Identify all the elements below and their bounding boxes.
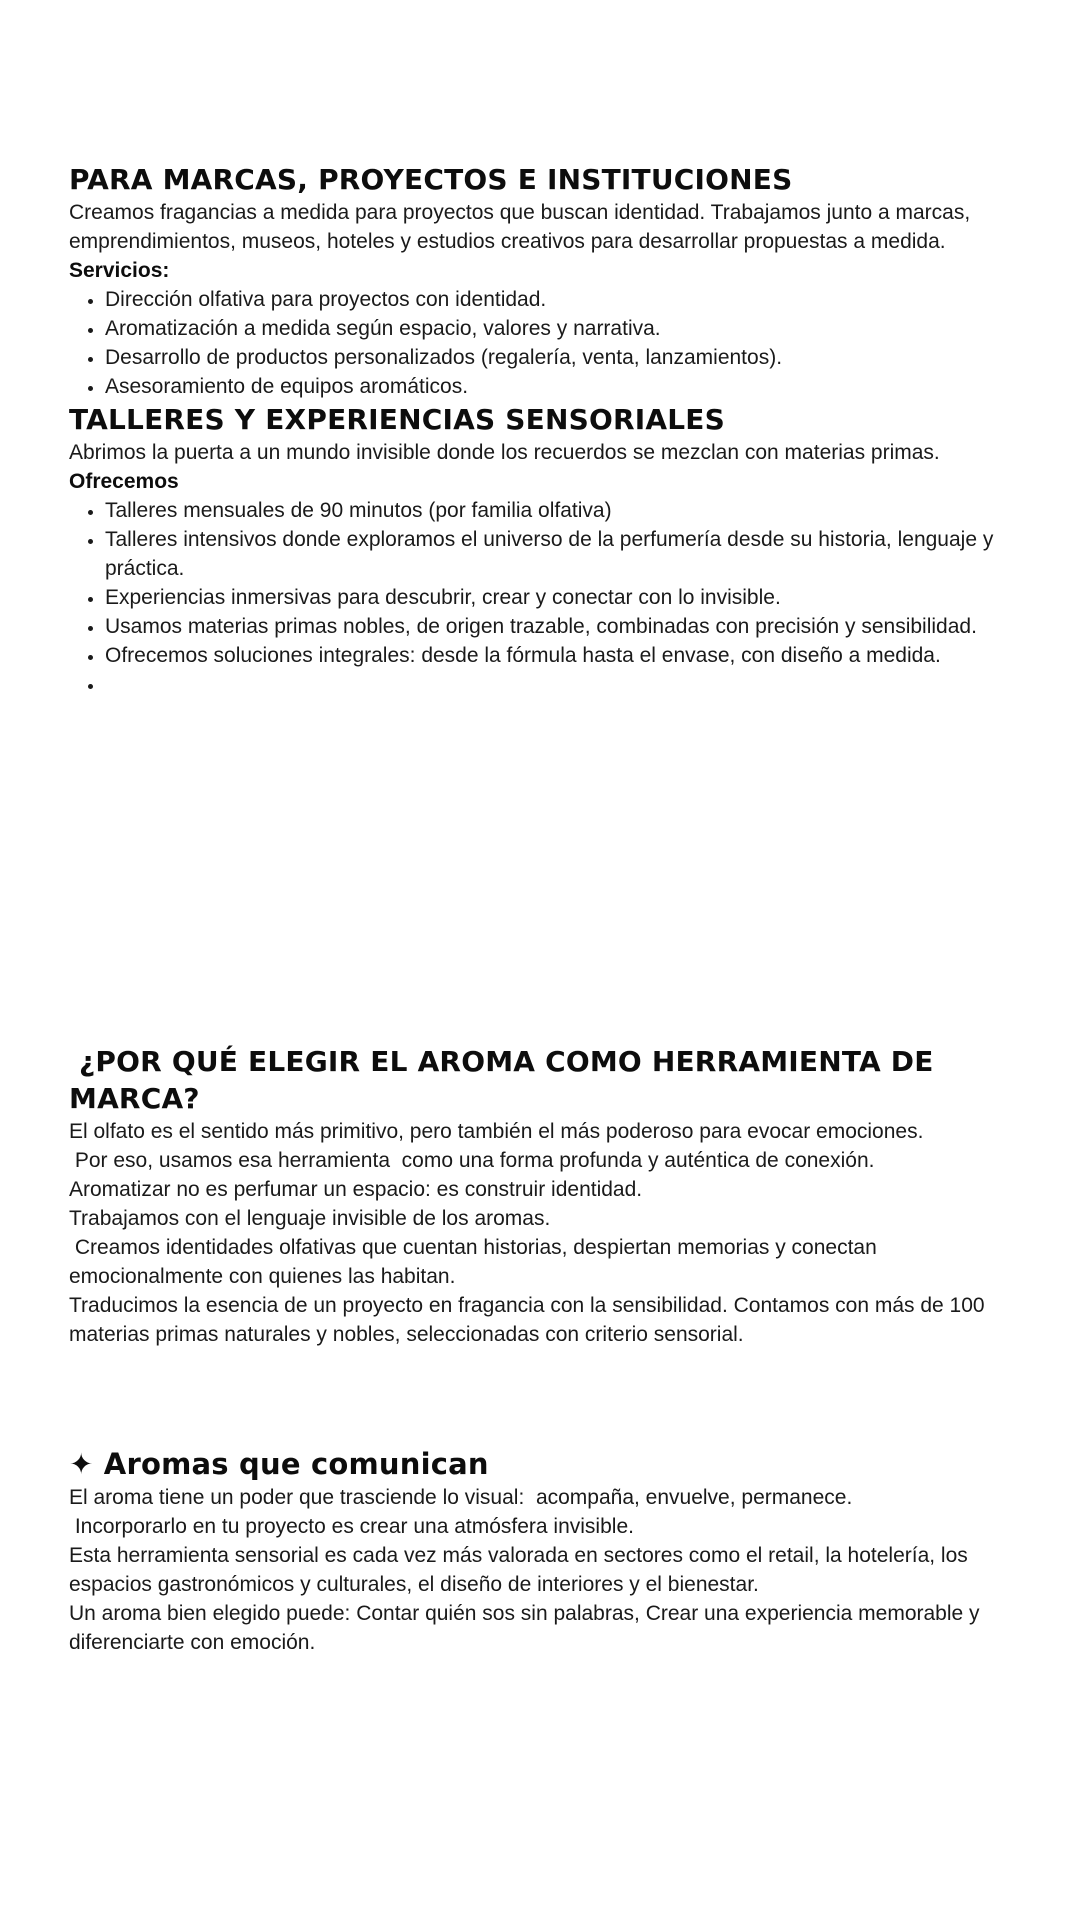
- section-title-marcas: PARA MARCAS, PROYECTOS E INSTITUCIONES: [69, 163, 793, 196]
- comunican-paragraph: Esta herramienta sensorial es cada vez más valorada en sectores como el retail, la hotelería, los espacios gastronómicos y culturales, el diseño de interiores y el bienestar.: [69, 1544, 974, 1596]
- talleres-intro: Abrimos la puerta a un mundo invisible donde los recuerdos se mezclan con materias primas.: [69, 441, 940, 464]
- list-item: • Talleres intensivos donde exploramos el universo de la perfumería desde su historia, lenguaje y práctica.: [105, 525, 1029, 583]
- list-item: • Dirección olfativa para proyectos con identidad.: [105, 285, 1029, 314]
- list-item: • Asesoramiento de equipos aromáticos.: [105, 372, 1029, 401]
- porque-paragraph: Trabajamos con el lenguaje invisible de los aromas.: [69, 1207, 551, 1230]
- services-label: Servicios:: [69, 259, 170, 282]
- comunican-paragraph: El aroma tiene un poder que trasciende lo visual: acompaña, envuelve, permanece.: [69, 1486, 853, 1509]
- list-item: • Ofrecemos soluciones integrales: desde la fórmula hasta el envase, con diseño a medida.: [105, 641, 1029, 670]
- services-list: [69, 285, 1029, 401]
- section-title-porque: ¿POR QUÉ ELEGIR EL AROMA COMO HERRAMIENTA DE MARCA?: [69, 1045, 944, 1115]
- section-title-talleres: TALLERES Y EXPERIENCIAS SENSORIALES: [69, 403, 725, 436]
- section-marcas: [69, 161, 1029, 699]
- section-comunican: [69, 1446, 1029, 1657]
- offer-list: [69, 496, 1029, 699]
- marcas-intro: Creamos fragancias a medida para proyectos que buscan identidad. Trabajamos junto a marcas, emprendimientos, museos, hoteles y estudios creativos para desarrollar propuestas a medida.: [69, 201, 971, 253]
- porque-paragraph: Por eso, usamos esa herramienta como una forma profunda y auténtica de conexión.: [69, 1149, 875, 1172]
- list-item: • Experiencias inmersivas para descubrir, crear y conectar con lo invisible.: [105, 583, 1029, 612]
- section-porque: [69, 1043, 1029, 1349]
- comunican-paragraph: Un aroma bien elegido puede: Contar quién sos sin palabras, Crear una experiencia memorable y diferenciarte con emoción.: [69, 1602, 986, 1654]
- section-title-comunican: ✦ Aromas que comunican: [69, 1447, 489, 1481]
- list-item: • Aromatización a medida según espacio, valores y narrativa.: [105, 314, 1029, 343]
- list-item-empty: [105, 670, 1029, 699]
- porque-paragraph: Traducimos la esencia de un proyecto en fragancia con la sensibilidad. Contamos con más de 100 materias primas naturales y nobles, seleccionadas con criterio sensorial.: [69, 1294, 991, 1346]
- porque-paragraph: Creamos identidades olfativas que cuentan historias, despiertan memorias y conectan emocionalmente con quienes las habitan.: [69, 1236, 883, 1288]
- porque-paragraph: Aromatizar no es perfumar un espacio: es construir identidad.: [69, 1178, 643, 1201]
- list-item: • Desarrollo de productos personalizados (regalería, venta, lanzamientos).: [105, 343, 1029, 372]
- comunican-paragraph: Incorporarlo en tu proyecto es crear una atmósfera invisible.: [69, 1515, 634, 1538]
- list-item: • Usamos materias primas nobles, de origen trazable, combinadas con precisión y sensibilidad.: [105, 612, 1029, 641]
- porque-paragraph: El olfato es el sentido más primitivo, pero también el más poderoso para evocar emociones.: [69, 1120, 924, 1143]
- list-item: • Talleres mensuales de 90 minutos (por familia olfativa): [105, 496, 1029, 525]
- offer-label: Ofrecemos: [69, 470, 179, 493]
